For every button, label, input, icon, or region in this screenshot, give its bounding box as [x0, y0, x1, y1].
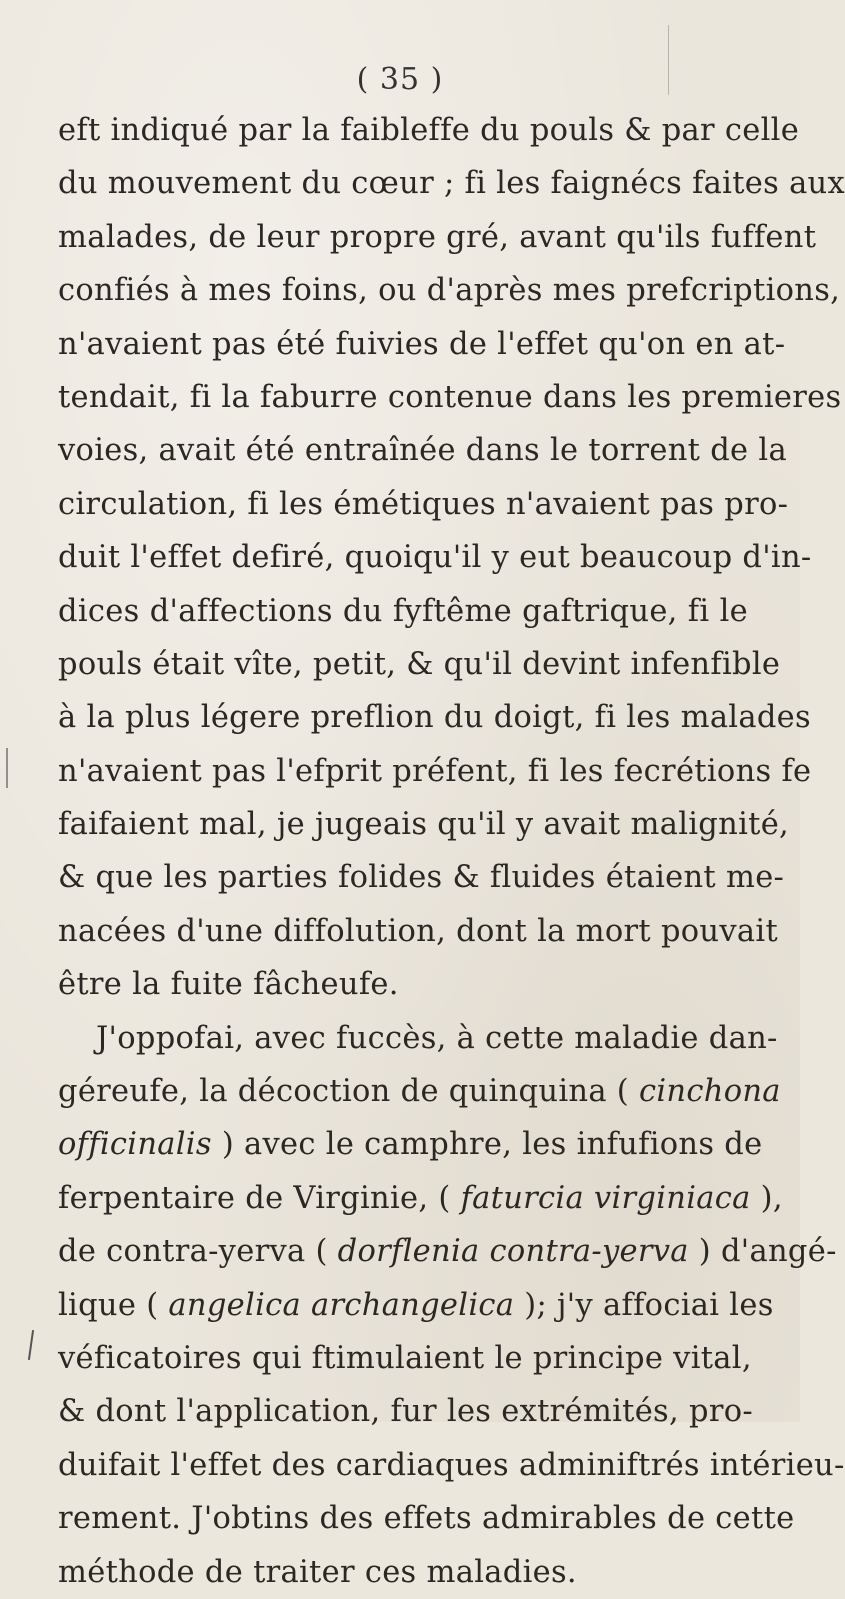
text-line: à la plus légere preflion du doigt, fi les malades — [58, 700, 811, 736]
margin-mark — [28, 1330, 34, 1360]
paragraph-2 — [58, 1012, 845, 1599]
text-line — [58, 1279, 774, 1332]
text-segment: ferpentaire de Virginie, ( — [58, 1180, 461, 1216]
text-line: méthode de traiter ces maladies. — [58, 1554, 577, 1590]
text-line: dices d'affections du fyftême gaftrique, fi le — [58, 593, 748, 629]
text-line: être la fuite fâcheufe. — [58, 967, 399, 1003]
text-segment: ) d'angé- — [688, 1234, 837, 1270]
text-line: eft indiqué par la faibleffe du pouls & par celle — [58, 113, 800, 148]
latin-name: officinalis — [58, 1127, 212, 1163]
text-line: duit l'effet defiré, quoiqu'il y eut beaucoup d'in- — [58, 540, 812, 576]
page-number: ( 35 ) — [356, 62, 444, 97]
latin-name: faturcia virginiaca — [460, 1180, 751, 1216]
text-segment: ), — [750, 1180, 783, 1216]
text-line: n'avaient pas l'efprit préfent, fi les fecrétions fe — [58, 753, 812, 789]
text-line: pouls était vîte, petit, & qu'il devint infenfible — [58, 646, 781, 682]
text-line — [58, 1065, 781, 1118]
text-line: J'oppofai, avec fuccès, à cette maladie dan- — [96, 1020, 778, 1056]
latin-name: angelica archangelica — [168, 1287, 515, 1323]
text-segment: ) avec le camphre, les infufions de — [211, 1127, 763, 1163]
text-line — [58, 1172, 783, 1225]
text-line: voies, avait été entraînée dans le torrent de la — [58, 433, 787, 469]
text-line — [58, 1225, 837, 1278]
text-line: n'avaient pas été fuivies de l'effet qu'on en at- — [58, 326, 786, 362]
text-segment: géreufe, la décoction de quinquina ( — [58, 1074, 639, 1110]
body-text — [58, 104, 845, 1599]
text-line: véficatoires qui ftimulaient le principe vital, — [58, 1340, 752, 1376]
text-segment: de contra-yerva ( — [58, 1234, 338, 1270]
text-line: nacées d'une diffolution, dont la mort pouvait — [58, 913, 779, 949]
text-line: duifait l'effet des cardiaques adminiftrés intérieu- — [58, 1447, 845, 1483]
text-segment: ); j'y affociai les — [514, 1287, 774, 1323]
text-line: tendait, fi la faburre contenue dans les premieres — [58, 379, 842, 415]
text-line: malades, de leur propre gré, avant qu'ils fuffent — [58, 219, 817, 255]
text-line: circulation, fi les émétiques n'avaient pas pro- — [58, 486, 789, 522]
latin-name: dorflenia contra-yerva — [337, 1234, 689, 1270]
text-line: & que les parties folides & fluides étaient me- — [58, 860, 785, 896]
text-line: rement. J'obtins des effets admirables de cette — [58, 1501, 795, 1537]
latin-name: cinchona — [639, 1074, 781, 1110]
text-line: du mouvement du cœur ; fi les faignécs faites aux — [58, 166, 845, 202]
paragraph-1 — [58, 104, 845, 1012]
text-segment: lique ( — [58, 1287, 169, 1323]
text-line: confiés à mes foins, ou d'après mes prefcriptions, — [58, 273, 841, 309]
margin-mark — [668, 25, 669, 95]
text-line — [58, 1118, 763, 1171]
text-line: & dont l'application, fur les extrémités, pro- — [58, 1394, 753, 1430]
text-line: faifaient mal, je jugeais qu'il y avait malignité, — [58, 807, 790, 843]
margin-mark — [6, 748, 8, 788]
